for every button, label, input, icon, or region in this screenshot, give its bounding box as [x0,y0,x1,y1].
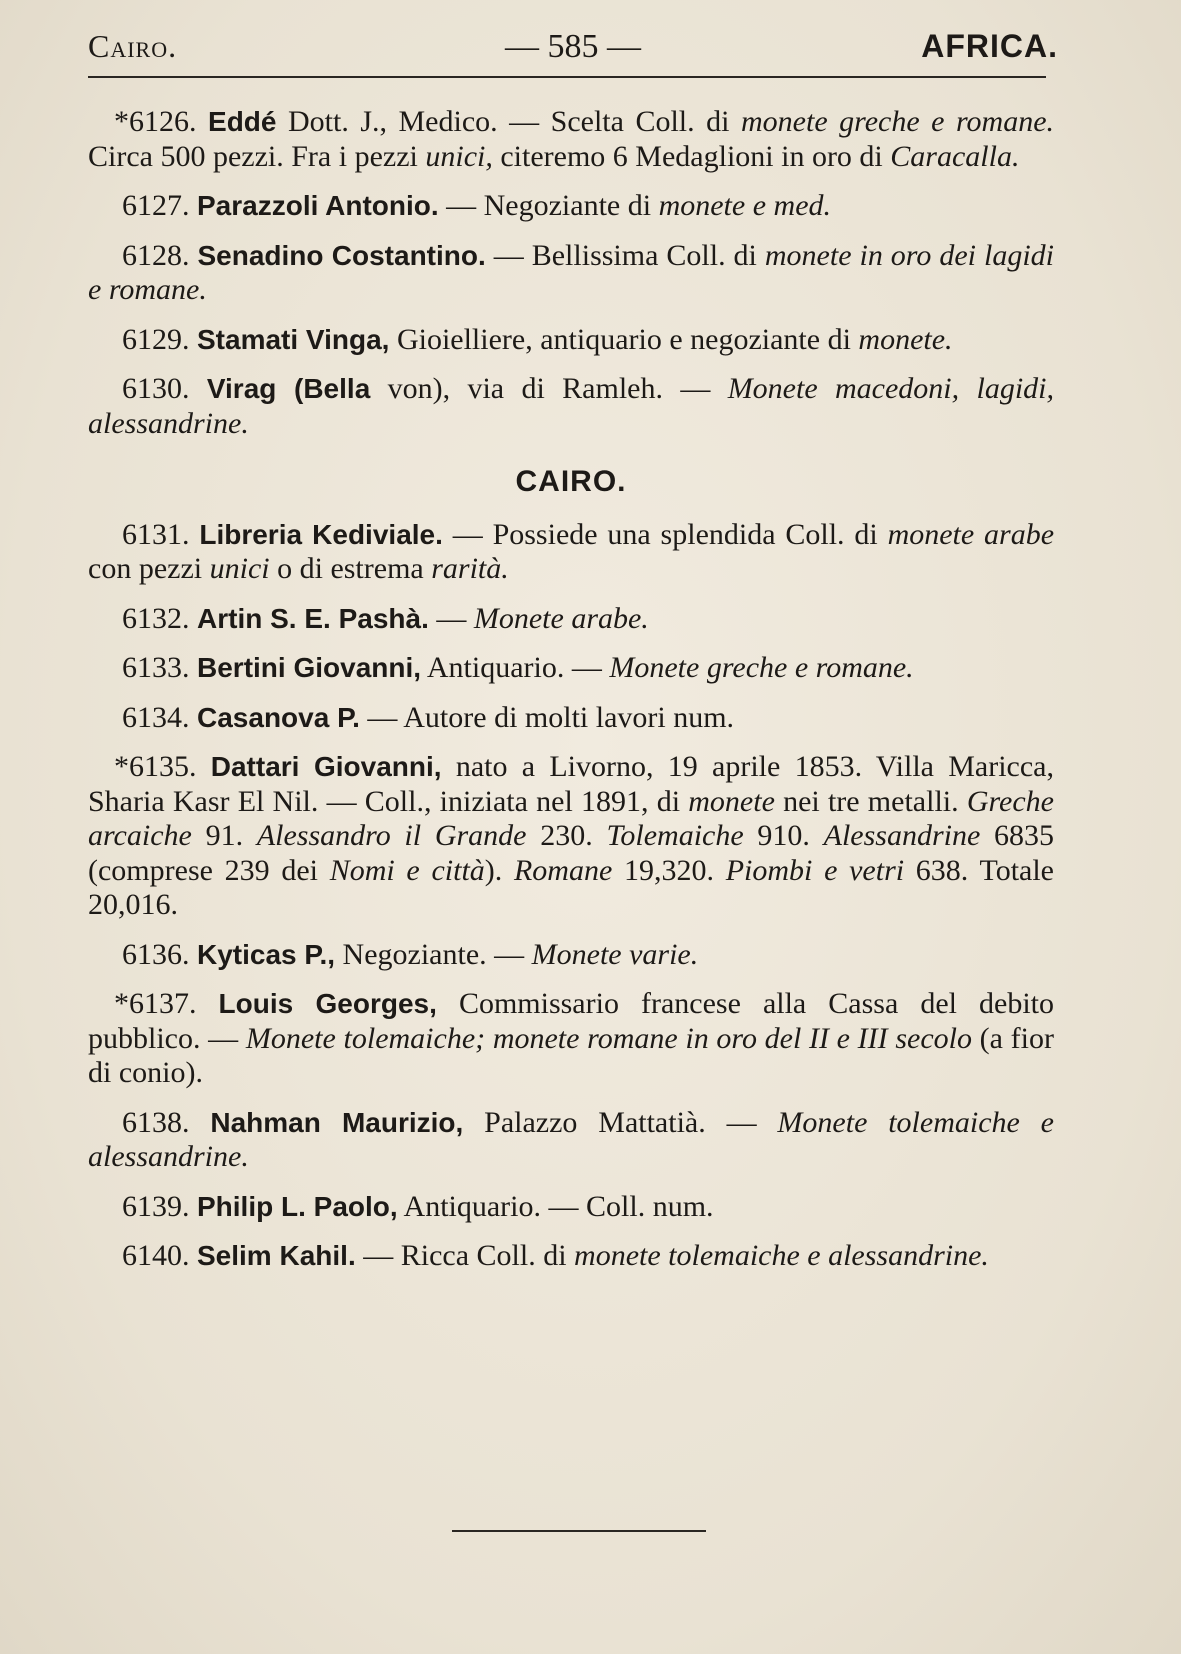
entry-text: — Bellissima Coll. di [485,238,765,272]
entry-text: 638. Totale 20,016. [88,853,1054,921]
entry-name: Selim Kahil. [197,1240,356,1271]
entry-number: 6128. [122,238,198,272]
entry-italic-text: monete in oro dei lagidi e romane. [88,238,1055,306]
entry-italic-text: monete e med. [658,189,832,222]
entry-text: — Autore di molti lavori num. [359,700,735,734]
entry-name: Artin S. E. Pashà. [197,602,429,634]
entry-text: Commissario francese alla Cassa del debito pubblico. — [88,987,1054,1055]
entry-italic-text: unici [209,552,270,585]
directory-entry [88,372,1054,441]
entry-name: Casanova P. [197,701,360,733]
entry-number: *6135. [114,750,211,783]
entry-number: 6139. [122,1189,197,1223]
directory-entry [88,1190,1054,1225]
page-number: — 585 — [505,28,641,65]
entry-italic-text: Romane [513,853,613,887]
entry-name: Senadino Costantino. [197,239,486,271]
entry-italic-text: Alessandrine [823,819,981,852]
header-rule [88,76,1046,78]
entry-italic-text: Tolemaiche [606,819,744,852]
end-rule [452,1530,706,1532]
directory-entry [88,1106,1054,1175]
entry-text: — [428,601,474,635]
directory-entry [88,105,1054,174]
entry-text: Palazzo Mattatià. — [463,1105,778,1139]
entry-italic-text: Caracalla. [890,139,1020,173]
entry-text: Antiquario. — Coll. num. [397,1189,714,1223]
directory-entry [88,518,1054,587]
entry-number: 6133. [122,651,197,684]
section-title: CAIRO. [515,465,627,498]
entry-text: Negoziante. — [335,937,532,971]
entry-name: Eddé [208,106,277,137]
header-city: Cairo. [88,28,178,64]
entry-italic-text: Alessandro il Grande [256,819,527,852]
entry-number: 6127. [122,189,197,222]
entry-number: 6132. [122,601,197,635]
entry-italic-text: Monete greche e romane. [609,651,914,684]
directory-entry [88,602,1054,637]
entry-text: Dott. J., Medico. — Scelta Coll. di [276,105,741,138]
directory-content [88,105,1054,1289]
entries-group-cairo [88,518,1054,1274]
entry-italic-text: Monete macedoni, lagidi, alessandrine. [88,372,1054,440]
entry-number: 6138. [122,1105,211,1139]
entry-number: 6131. [122,517,200,551]
entry-italic-text: Greche arcaiche [88,784,1054,852]
entry-italic-text: Monete tolemaiche; monete romane in oro del II e III secolo [245,1021,972,1055]
directory-entry [88,987,1054,1091]
entry-number: *6137. [114,987,219,1020]
entry-number: 6130. [122,372,207,405]
entry-text: nato a Livorno, 19 aprile 1853. Villa Maricca, Sharia Kasr El Nil. — Coll., iniziata nel 1891, di [88,750,1055,818]
entry-italic-text: monete tolemaiche e alessandrine. [574,1239,989,1272]
entry-text: ). [484,853,514,887]
entry-text: con pezzi [88,552,210,585]
entry-number: 6140. [122,1239,197,1272]
entries-group-alexandria [88,105,1054,441]
entry-name: Nahman Maurizio, [210,1106,464,1138]
entry-italic-text: Monete varie. [531,937,699,971]
entry-name: Dattari Giovanni, [210,751,442,782]
entry-text: Antiquario. — [421,651,610,684]
entry-italic-text: Monete tolemaiche e alessandrine. [88,1105,1055,1173]
entry-number: *6126. [114,105,209,138]
entry-name: Parazzoli Antonio. [197,190,439,221]
entry-text: — Ricca Coll. di [355,1239,575,1272]
directory-entry [88,701,1054,736]
entry-italic-text: monete [688,784,775,818]
entry-text: 230. [526,819,607,852]
entry-text: 19,320. [612,853,726,887]
entry-text: — Possiede una splendida Coll. di [442,517,888,551]
entry-italic-text: monete. [858,322,953,356]
entry-name: Philip L. Paolo, [197,1190,398,1222]
directory-entry [88,323,1054,358]
entry-name: Stamati Vinga, [197,323,390,355]
entry-text: citeremo 6 Medaglioni in oro di [492,139,891,173]
entry-italic-text: Nomi e città [329,853,485,887]
entry-italic-text: unici, [425,139,493,173]
entry-italic-text: monete greche e romane. [741,105,1055,138]
directory-entry [88,750,1054,923]
entry-text: nei tre metalli. [774,784,967,818]
entry-number: 6129. [122,322,197,356]
entry-text: (a fior di conio). [88,1021,1054,1089]
entry-italic-text: rarità. [431,552,509,585]
entry-text: Circa 500 pezzi. Fra i pezzi [88,139,426,173]
entry-italic-text: Monete arabe. [473,601,649,635]
entry-number: 6136. [122,937,197,971]
directory-entry [88,1239,1054,1274]
entry-text: — Negoziante di [438,189,659,222]
entry-number: 6134. [122,700,197,734]
directory-entry [88,239,1054,308]
entry-text: Gioielliere, antiquario e negoziante di [389,322,859,356]
entry-name: Virag (Bella [206,373,371,404]
entry-text: 910. [743,819,824,852]
entry-text: 6835 (comprese 239 dei [88,819,1055,887]
entry-text: o di estrema [269,552,432,585]
entry-name: Bertini Giovanni, [197,652,422,683]
entry-name: Kyticas P., [197,938,336,970]
entry-name: Louis Georges, [218,988,437,1019]
entry-name: Libreria Kediviale. [199,518,443,550]
entry-italic-text: monete arabe [887,517,1055,551]
running-header [88,18,1058,68]
directory-entry [88,938,1054,973]
entry-text: 91. [191,819,257,852]
header-continent: AFRICA. [921,28,1058,64]
entry-text: von), via di Ramleh. — [370,372,728,405]
entry-italic-text: Piombi e vetri [725,853,905,887]
directory-entry [88,189,1054,224]
directory-entry [88,651,1054,686]
